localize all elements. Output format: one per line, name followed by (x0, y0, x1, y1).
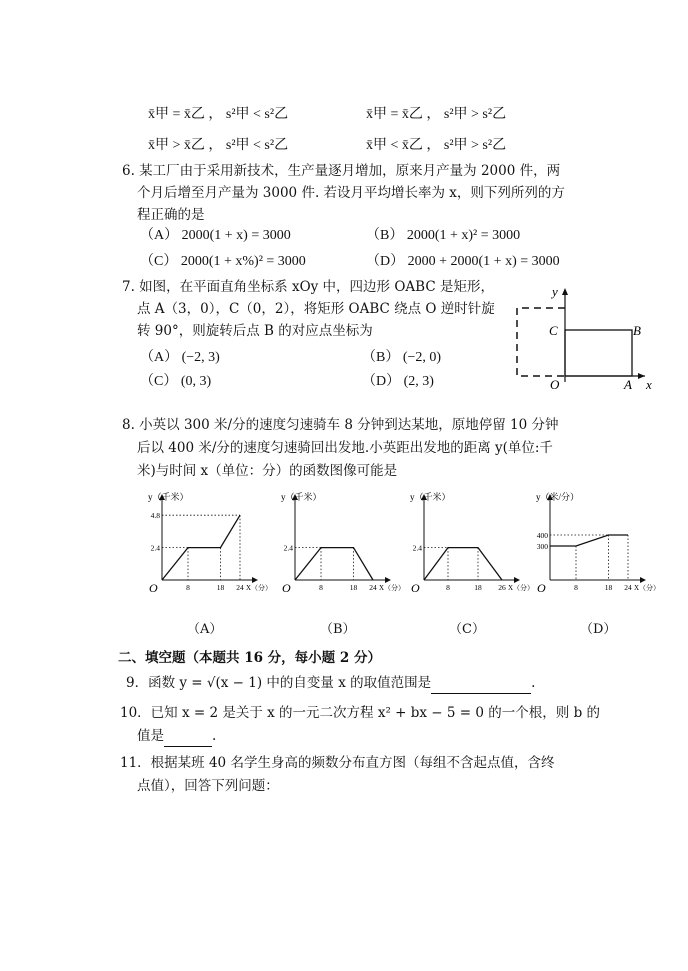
x-tick-label: 24 (624, 583, 632, 592)
q7-line2: 点 A（3，0），C（0，2），将矩形 OABC 绕点 O 逆时针旋 (137, 301, 495, 317)
x-axis-label: X（分） (246, 584, 270, 592)
q6-option-c: （C） 2000(1 + x%)² = 3000 (140, 254, 306, 269)
chart-d (530, 488, 658, 610)
x-tick-label: 24 (236, 583, 244, 592)
x-axis-arrow (252, 577, 258, 583)
q7-option-b: （B） (−2, 0) (362, 350, 442, 365)
q5-option-a: x̄甲 = x̄乙 ， s²甲 < s²乙 (148, 107, 289, 122)
x-axis-arrow (385, 577, 391, 583)
x-tick-label: 8 (186, 583, 190, 592)
q6-option-a: （A） 2000(1 + x) = 3000 (140, 228, 291, 243)
x-axis-label: X（分） (508, 584, 532, 592)
series-line (424, 548, 502, 580)
y-tick-label: 2.4 (412, 543, 422, 553)
y-axis-arrow (562, 288, 568, 295)
x-axis-arrow (638, 373, 645, 379)
y-tick-label: 4.8 (150, 511, 160, 521)
x-axis-label: X（分） (379, 584, 403, 592)
q9-answer-blank[interactable] (431, 679, 531, 694)
rectangle-oabc (565, 330, 632, 376)
y-tick-label: 2.4 (283, 543, 293, 553)
q6-line2: 个月后增至月产量为 3000 件. 若设月平均增长率为 x，则下列所列的方 (137, 185, 565, 201)
q7-line3: 转 90°，则旋转后点 B 的对应点坐标为 (137, 323, 373, 339)
q7-line1: 7. 如图，在平面直角坐标系 xOy 中，四边形 OABC 是矩形， (122, 279, 494, 295)
chart-d-label: （D） (580, 622, 617, 637)
q8-line2: 后以 400 米/分的速度匀速骑回出发地.小英距出发地的距离 y(单位:千 (137, 440, 553, 456)
q10-line2 (137, 725, 216, 747)
y-axis-label: y（米/分） (536, 492, 580, 502)
q5-option-d: x̄甲 < x̄乙 ， s²甲 > s²乙 (366, 138, 507, 153)
series-line (295, 548, 373, 580)
q7-rectangle-figure (505, 282, 665, 394)
fig-label-o: O (550, 377, 560, 392)
origin-label: O (282, 581, 291, 595)
q8-line3: 米)与时间 x（单位：分）的函数图像可能是 (137, 463, 398, 479)
q8-line1: 8. 小英以 300 米/分的速度匀速骑车 8 分钟到达某地，原地停留 10 分钟 (122, 417, 559, 433)
x-axis-label: X（分） (634, 584, 658, 592)
x-tick-label: 26 (498, 583, 506, 592)
q10-line1: 10．已知 x = 2 是关于 x 的一元二次方程 x² + bx − 5 = 0 的一个根，则 b 的 (120, 705, 601, 721)
x-tick-label: 18 (474, 583, 482, 592)
x-tick-label: 18 (216, 583, 225, 592)
q11-line1: 11．根据某班 40 名学生身高的频数分布直方图（每组不含起点值，含终 (120, 755, 555, 771)
x-axis-arrow (640, 577, 646, 583)
q9 (126, 672, 535, 694)
chart-b (275, 488, 403, 610)
q6-option-d: （D） 2000 + 2000(1 + x) = 3000 (366, 254, 560, 269)
q10-text: 值是 (137, 728, 164, 744)
fig-label-c: C (549, 323, 558, 338)
rotated-rectangle (517, 308, 565, 376)
y-tick-label: 400 (536, 531, 548, 540)
x-tick-label: 18 (349, 583, 358, 592)
x-tick-label: 8 (574, 583, 578, 592)
q6-line3: 程正确的是 (137, 207, 205, 223)
q6-option-b: （B） 2000(1 + x)² = 3000 (366, 228, 521, 243)
chart-b-label: （B） (320, 622, 356, 637)
x-tick-label: 24 (369, 583, 377, 592)
origin-label: O (149, 581, 158, 595)
chart-a-label: （A） (187, 622, 223, 637)
q6-line1: 6. 某工厂由于采用新技术，生产量逐月增加，原来月产量为 2000 件，两 (122, 163, 561, 179)
q9-end: . (531, 675, 536, 691)
q5-option-b: x̄甲 = x̄乙 ， s²甲 > s²乙 (366, 107, 507, 122)
q5-option-c: x̄甲 > x̄乙 ， s²甲 < s²乙 (148, 138, 289, 153)
y-tick-label: 2.4 (150, 543, 160, 553)
x-tick-label: 8 (446, 583, 450, 592)
x-tick-label: 18 (604, 583, 613, 592)
q7-option-d: （D） (2, 3) (362, 374, 434, 389)
fig-label-x: x (646, 377, 652, 392)
chart-a (142, 488, 270, 610)
q7-option-c: （C） (0, 3) (140, 374, 212, 389)
q11-line2: 点值），回答下列问题： (137, 778, 279, 794)
section2-title: 二、填空题（本题共 16 分，每小题 2 分） (118, 650, 381, 666)
origin-label: O (411, 581, 420, 595)
y-axis-label: y（千米） (281, 492, 322, 502)
q10-answer-blank[interactable] (164, 732, 212, 747)
q9-text: 9．函数 y = √(x − 1) 中的自变量 x 的取值范围是 (126, 675, 432, 691)
fig-label-b: B (633, 323, 641, 338)
q7-option-a: （A） (−2, 3) (140, 350, 220, 365)
chart-c-label: （C） (449, 622, 485, 637)
q10-end: . (212, 728, 217, 744)
y-axis-label: y（千米） (148, 492, 189, 502)
y-tick-label: 300 (536, 542, 548, 551)
chart-c (404, 488, 532, 610)
series-line (550, 535, 628, 546)
fig-label-y: y (552, 284, 558, 299)
x-axis-arrow (514, 577, 520, 583)
y-axis-label: y（千米） (410, 492, 451, 502)
x-tick-label: 8 (319, 583, 323, 592)
fig-label-a: A (624, 377, 632, 392)
origin-label: O (537, 581, 546, 595)
